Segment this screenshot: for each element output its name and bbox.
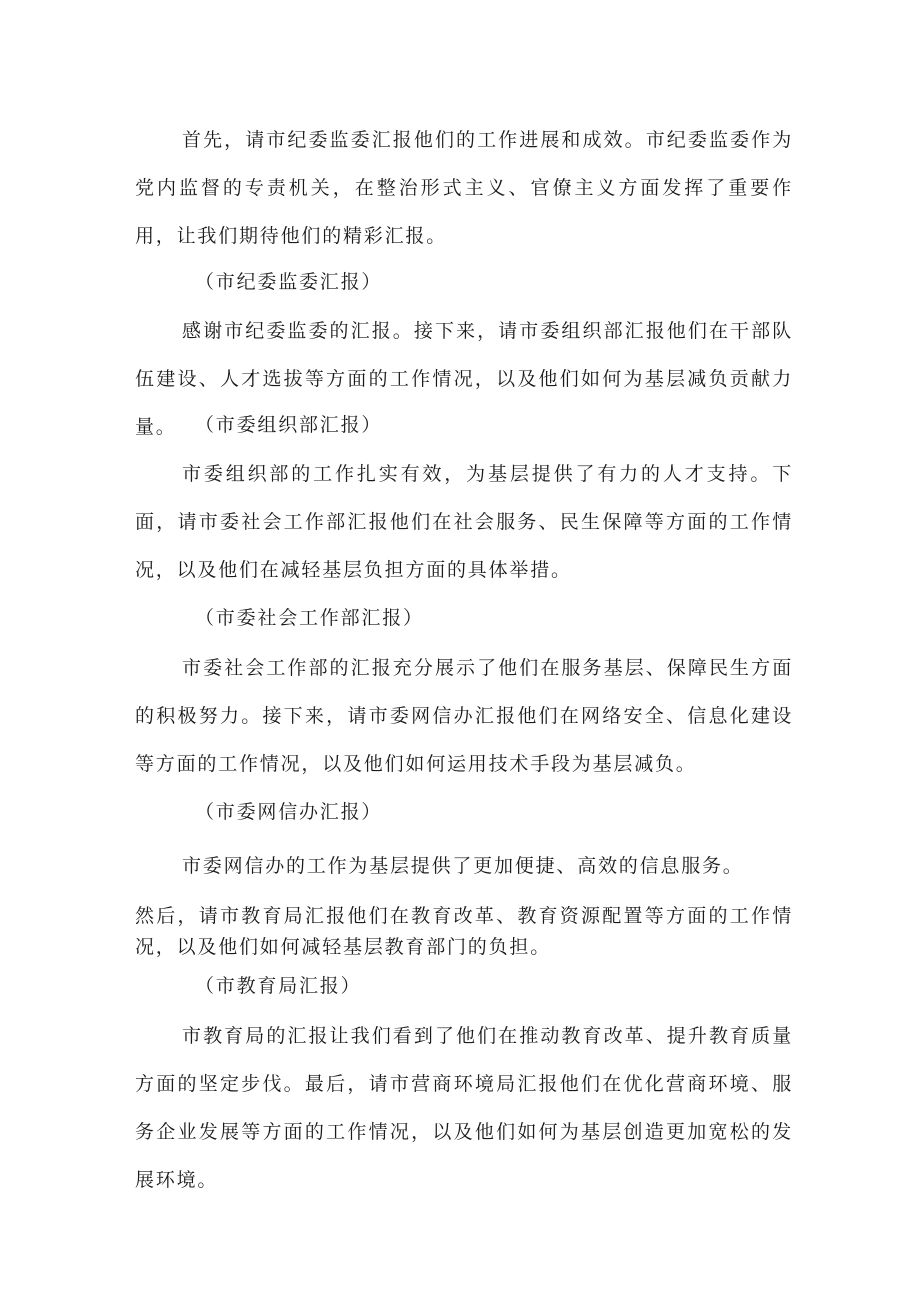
stage-note: （市委组织部汇报） <box>195 414 383 436</box>
stage-note: （市委社会工作部汇报） <box>195 607 424 629</box>
stage-note: （市纪委监委汇报） <box>195 271 383 293</box>
paragraph: 市委社会工作部的汇报充分展示了他们在服务基层、保障民生方面的积极努力。接下来，请市委网信办汇报他们在网络安全、信息化建设等方面的工作情况，以及他们如何运用技术手段为基层减负。 <box>135 657 793 775</box>
paragraph: 首先，请市纪委监委汇报他们的工作进展和成效。市纪委监委作为党内监督的专责机关，在整治形式主义、官僚主义方面发挥了重要作用，让我们期待他们的精彩汇报。 <box>135 129 793 247</box>
paragraph: 市教育局的汇报让我们看到了他们在推动教育改革、提升教育质量方面的坚定步伐。最后，请市营商环境局汇报他们在优化营商环境、服务企业发展等方面的工作情况，以及他们如何为基层创造更加宽松的发展环境。 <box>135 1025 793 1191</box>
paragraph: 感谢市纪委监委的汇报。接下来，请市委组织部汇报他们在干部队伍建设、人才选拔等方面的工作情况，以及他们如何为基层减负贡献力量。 <box>135 320 793 438</box>
stage-note: （市委网信办汇报） <box>195 801 383 823</box>
stage-note: （市教育局汇报） <box>195 975 362 997</box>
paragraph: 然后，请市教育局汇报他们在教育改革、教育资源配置等方面的工作情况，以及他们如何减轻基层教育部门的负担。 <box>135 905 793 958</box>
paragraph: 市委网信办的工作为基层提供了更加便捷、高效的信息服务。 <box>182 855 744 877</box>
paragraph: 市委组织部的工作扎实有效，为基层提供了有力的人才支持。下面，请市委社会工作部汇报他们在社会服务、民生保障等方面的工作情况，以及他们在减轻基层负担方面的具体举措。 <box>135 463 793 581</box>
